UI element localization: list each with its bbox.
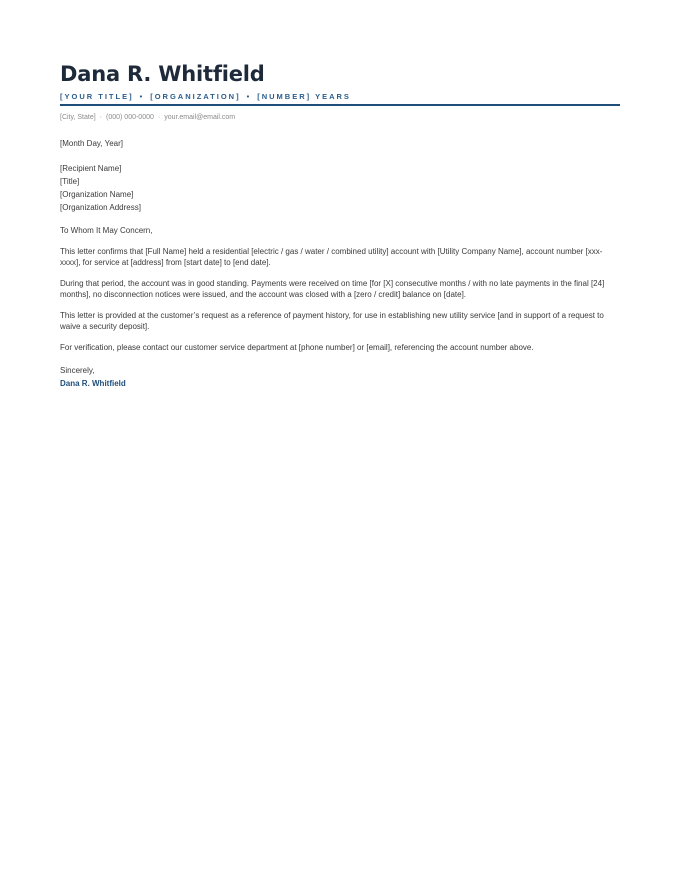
contact-phone: (000) 000-0000 — [106, 114, 154, 121]
signature-name: Dana R. Whitfield — [60, 379, 126, 388]
contact-email: your.email@email.com — [164, 114, 236, 121]
recipient-title: [Title] — [60, 176, 80, 186]
contact-line — [60, 113, 620, 122]
recipient-block — [60, 162, 620, 214]
tagline — [60, 92, 620, 101]
tagline-organization: [ORGANIZATION] — [150, 92, 241, 101]
paragraph-account-details: This letter confirms that [Full Name] held a residential [electric / gas / water / combined utility] account with [Utility Company Name], account number [xxx-xxxx], for service at [address] from [start date] to [end date]. — [60, 247, 603, 267]
paragraph-verification: For verification, please contact our customer service department at [phone number] or [email], referencing the account number above. — [60, 343, 534, 352]
tagline-separator: • — [246, 92, 252, 101]
recipient-name: [Recipient Name] — [60, 163, 122, 173]
tagline-title: [YOUR TITLE] — [60, 92, 134, 101]
contact-separator: · — [99, 114, 103, 121]
contact-separator: · — [157, 114, 161, 121]
paragraph-payment-history: During that period, the account was in good standing. Payments were received on time [for [X] consecutive months / with no late payments in the final [24] months], no disconnection notices were issued, and the account was closed with a [zero / credit] balance on [date]. — [60, 279, 605, 299]
tagline-years: [NUMBER] YEARS — [257, 92, 351, 101]
salutation: To Whom It May Concern, — [60, 225, 153, 235]
tagline-separator: • — [139, 92, 145, 101]
recipient-address: [Organization Address] — [60, 202, 141, 212]
header-rule — [60, 104, 620, 106]
letter-page — [60, 60, 620, 388]
letter-date: [Month Day, Year] — [60, 139, 123, 148]
contact-location: [City, State] — [60, 114, 96, 121]
closing: Sincerely, — [60, 365, 95, 375]
sender-name: Dana R. Whitfield — [60, 62, 265, 86]
recipient-organization: [Organization Name] — [60, 189, 134, 199]
paragraph-purpose: This letter is provided at the customer’s request as a reference of payment history, for use in establishing new utility service [and in support of a request to waive a security deposit]. — [60, 311, 604, 331]
